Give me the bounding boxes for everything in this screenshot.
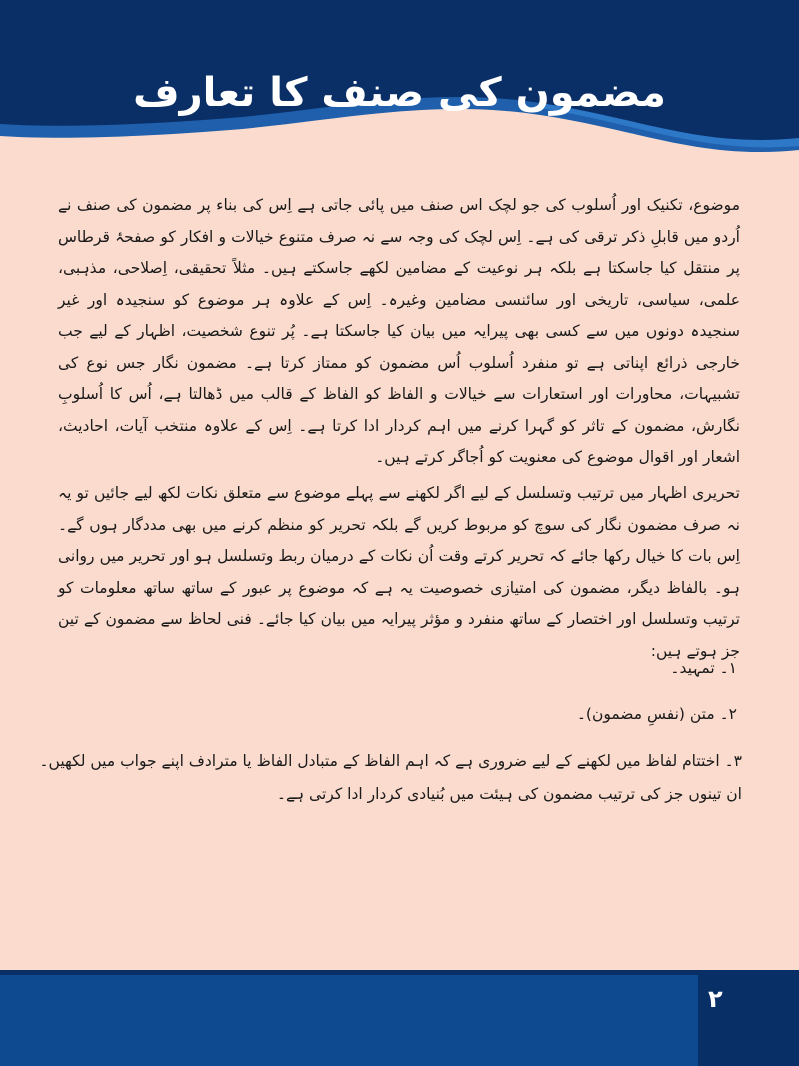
page-title: مضمون کی صنف کا تعارف (133, 70, 666, 116)
page-number: ۲ (708, 985, 723, 1013)
list-item: ۲۔ متن (نفسِ مضمون)۔ (576, 705, 737, 723)
list-item: ۳۔ اختتام لفاظ میں لکھنے کے لیے ضروری ہے کہ اہم الفاظ کے متبادل الفاظ یا مترادف اپنے جواب میں لکھیں۔ (39, 752, 742, 770)
closing-sentence: ان تینوں جز کی ترتیب مضمون کی ہیئت میں بُنیادی کردار ادا کرتی ہے۔ (276, 785, 742, 803)
list-item: ۱۔ تمہید۔ (670, 659, 737, 677)
header-banner (0, 0, 799, 170)
paragraph-text: موضوع، تکنیک اور اُسلوب کی جو لچک اس صنف میں پائی جاتی ہے اِس کی بناء پر مضمون کی صنف نے اُردو میں قابلِ ذکر ترقی کی ہے۔ اِس لچک کی وجہ سے نہ صرف متنوع خیالات و افکار کو صفحۂ قرطاس پر منتقل کیا جاسکتا ہے بلکہ ہر نوعیت کے مضامین لکھے جاسکتے ہیں۔ مثلاً تحقیقی، اِصلاحی، مذہبی، علمی، سیاسی، تاریخی اور سائنسی مضامین وغیرہ۔ اِس کے علاوہ ہر موضوع کو سنجیدہ اور غیر سنجیدہ دونوں میں سے کسی بھی پیرایہ میں بیان کیا جاسکتا ہے۔ پُر تنوع شخصیت، اظہار کے لیے جب خارجی ذرائع اپناتی ہے تو منفرد اُسلوب اُس مضمون کو ممتاز کرتا ہے۔ مضمون نگار جس نوع کی تشبیہات، محاورات اور استعارات سے خیالات و الفاظ کو الفاظ کے قالب میں ڈھالتا ہے، اُس کا اُسلوبِ نگارش، مضمون کے تاثر کو گہرا کرنے میں اہم کردار ادا کرتا ہے۔ اِس کے علاوہ منتخب آیات، احادیث، اشعار اور اقوال موضوع کی معنویت کو اُجاگر کرتے ہیں۔ (58, 196, 740, 466)
paragraph-structure (58, 478, 740, 667)
paragraph-intro (58, 190, 740, 474)
paragraph-text: تحریری اظہار میں ترتیب وتسلسل کے لیے اگر لکھنے سے پہلے موضوع سے متعلق نکات لکھ لیے جائیں تو یہ نہ صرف مضمون نگار کی سوچ کو مربوط کریں گے بلکہ تحریر کو منظم کرنے میں بھی مددگار ہوں گے۔ اِس بات کا خیال رکھا جائے کہ تحریر کرتے وقت اُن نکات کے درمیان ربط وتسلسل ہو اور تحریر میں روانی ہو۔ بالفاظ دیگر، مضمون کی امتیازی خصوصیت یہ ہے کہ موضوع پر عبور کے ساتھ ساتھ معلومات کو ترتیب وتسلسل اور اختصار کے ساتھ منفرد و مؤثر پیرایہ میں بیان کیا جائے۔ فنی لحاظ سے مضمون کے تین جز ہوتے ہیں: (58, 484, 740, 660)
footer-band (0, 975, 799, 1066)
